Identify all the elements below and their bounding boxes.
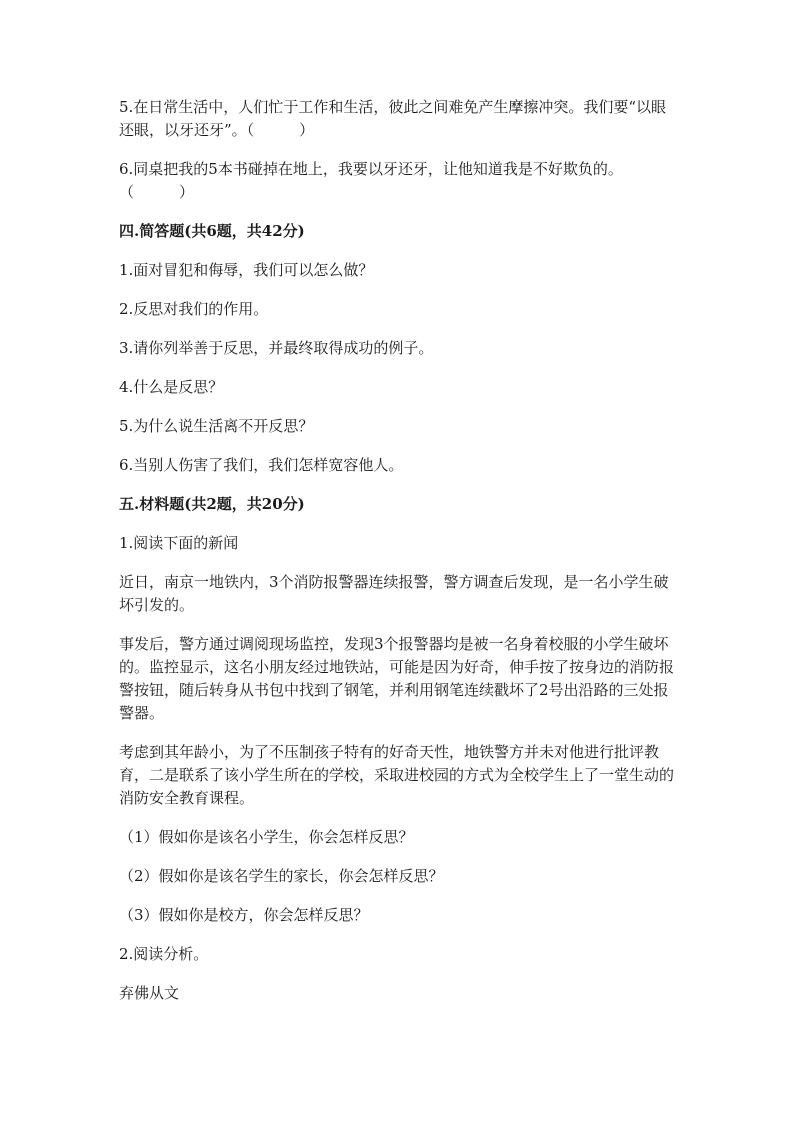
section-4-heading: 四.简答题(共6题，共42分) [119, 222, 305, 240]
sub-question-2: （2）假如你是该名学生的家长，你会怎样反思？ [119, 867, 444, 885]
judgment-question-6: 6.同桌把我的5本书碰掉在地上，我要以牙还牙，让他知道我是不好欺负的。（ ） [119, 160, 623, 201]
judgment-question-5: 5.在日常生活中，人们忙于工作和生活，彼此之间难免产生摩擦冲突。我们要“以眼还眼，以牙还牙”。（ ） [119, 98, 666, 139]
material-question-1-title: 1.阅读下面的新闻 [119, 534, 239, 552]
short-answer-question-2: 2.反思对我们的作用。 [119, 300, 269, 318]
news-paragraph-1: 近日，南京一地铁内，3个消防报警器连续报警，警方调查后发现，是一名小学生破坏引发的。 [119, 573, 669, 614]
short-answer-question-6: 6.当别人伤害了我们，我们怎样宽容他人。 [119, 456, 404, 474]
section-5-heading: 五.材料题(共2题，共20分) [119, 495, 305, 513]
news-paragraph-2: 事发后，警方通过调阅现场监控，发现3个报警器均是被一名身着校服的小学生破坏的。监控显示，这名小朋友经过地铁站，可能是因为好奇，伸手按了按身边的消防报警按钮，随后转身从书包中找到了钢笔，并利用钢笔连续戳坏了2号出沿路的三处报警器。 [119, 635, 675, 722]
short-answer-question-1: 1.面对冒犯和侮辱，我们可以怎么做？ [119, 261, 374, 279]
short-answer-question-3: 3.请你列举善于反思，并最终取得成功的例子。 [119, 339, 434, 357]
reading-passage-title: 弃佛从文 [119, 984, 180, 1002]
material-question-2-title: 2.阅读分析。 [119, 945, 209, 963]
document-page [119, 96, 679, 1021]
short-answer-question-5: 5.为什么说生活离不开反思？ [119, 417, 314, 435]
sub-question-1: （1）假如你是该名小学生，你会怎样反思？ [119, 828, 414, 846]
short-answer-question-4: 4.什么是反思？ [119, 378, 224, 396]
sub-question-3: （3）假如你是校方，你会怎样反思？ [119, 906, 369, 924]
news-paragraph-3: 考虑到其年龄小，为了不压制孩子特有的好奇天性，地铁警方并未对他进行批评教育，二是联系了该小学生所在的学校，采取进校园的方式为全校学生上了一堂生动的消防安全教育课程。 [119, 743, 675, 807]
